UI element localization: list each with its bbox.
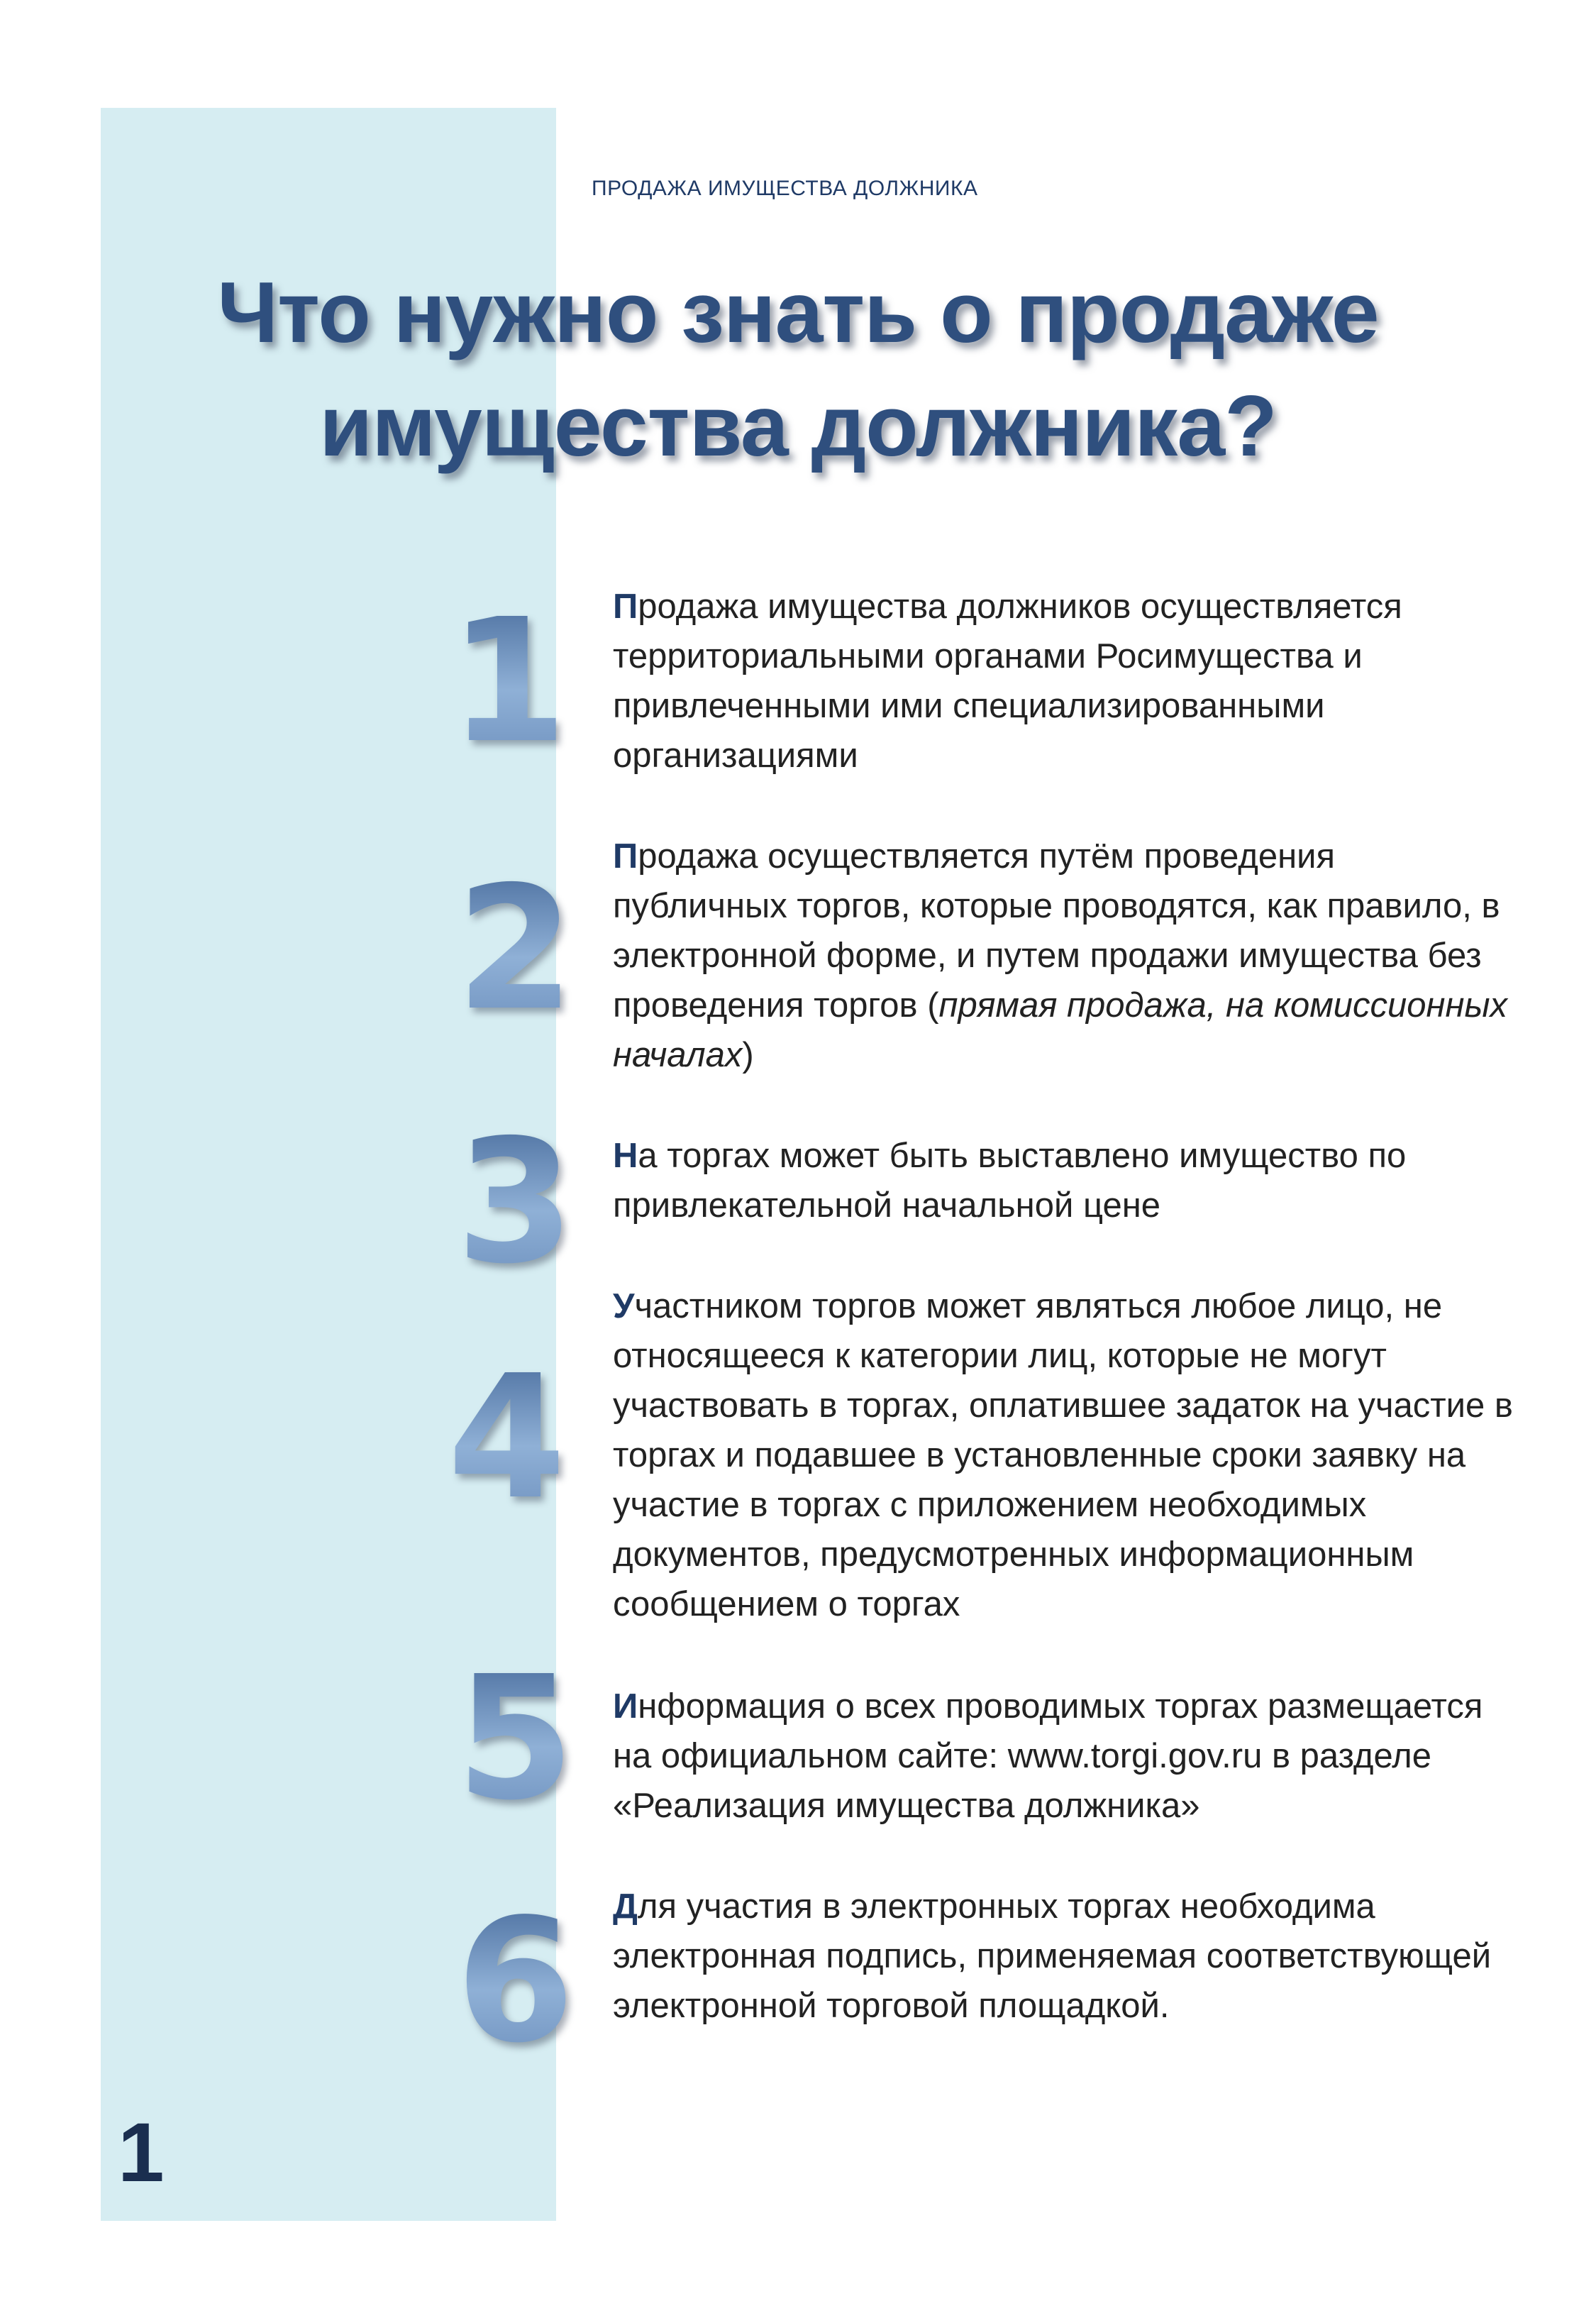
- numeral-3: 3: [419, 1117, 575, 1287]
- page-title: [213, 255, 1383, 482]
- item-text-2: [613, 832, 1514, 1080]
- numeral-1: 1: [411, 596, 567, 766]
- item-text-6: [613, 1882, 1514, 2031]
- item-lead-letter: П: [613, 837, 638, 876]
- item-lead-letter: Н: [613, 1137, 638, 1175]
- item-body: родажа осуществляется путём проведения публичных торгов, которые проводятся, как правило, в электронной форме, и путем продажи имущества без проведения торгов (: [613, 837, 1500, 1025]
- numeral-6: 6: [419, 1896, 575, 2066]
- item-text-5: [613, 1682, 1514, 1831]
- item-tail: ): [742, 1036, 754, 1074]
- numeral-5: 5: [419, 1653, 575, 1824]
- item-text-4: [613, 1281, 1514, 1629]
- page-title-line-2: имущества должника?: [319, 377, 1277, 474]
- item-lead-letter: У: [613, 1287, 635, 1325]
- numeral-4: 4: [410, 1352, 566, 1523]
- item-text-1: [613, 582, 1514, 780]
- item-body: а торгах может быть выставлено имущество по привлекательной начальной цене: [613, 1137, 1407, 1225]
- page-number: 1: [118, 2106, 165, 2200]
- header-label: ПРОДАЖА ИМУЩЕСТВА ДОЛЖНИКА: [592, 177, 978, 200]
- item-body: ля участия в электронных торгах необходима электронная подпись, применяемая соответствующей электронной торговой площадкой.: [613, 1887, 1492, 2025]
- item-body: частником торгов может являться любое лицо, не относящееся к категории лиц, которые не могут участвовать в торгах, оплатившее задаток на участие в торгах и подавшее в установленные сроки заявку на участие в торгах с приложением необходимых документов, предусмотренных информационным сообщением о торгах: [613, 1287, 1513, 1623]
- item-lead-letter: П: [613, 587, 638, 626]
- item-body: нформация о всех проводимых торгах размещается на официальном сайте: www.torgi.gov.ru в разделе «Реализация имущества должника»: [613, 1687, 1483, 1825]
- page-title-line-1: Что нужно знать о продаже: [217, 264, 1379, 360]
- item-text-3: [613, 1131, 1514, 1230]
- numeral-2: 2: [419, 864, 575, 1034]
- item-lead-letter: Д: [613, 1887, 638, 1926]
- item-lead-letter: И: [613, 1687, 638, 1726]
- item-italic: прямая продажа, на комиссионных началах: [613, 986, 1508, 1074]
- item-body: родажа имущества должников осуществляется территориальными органами Росимущества и привлеченными ими специализированными организациями: [613, 587, 1402, 775]
